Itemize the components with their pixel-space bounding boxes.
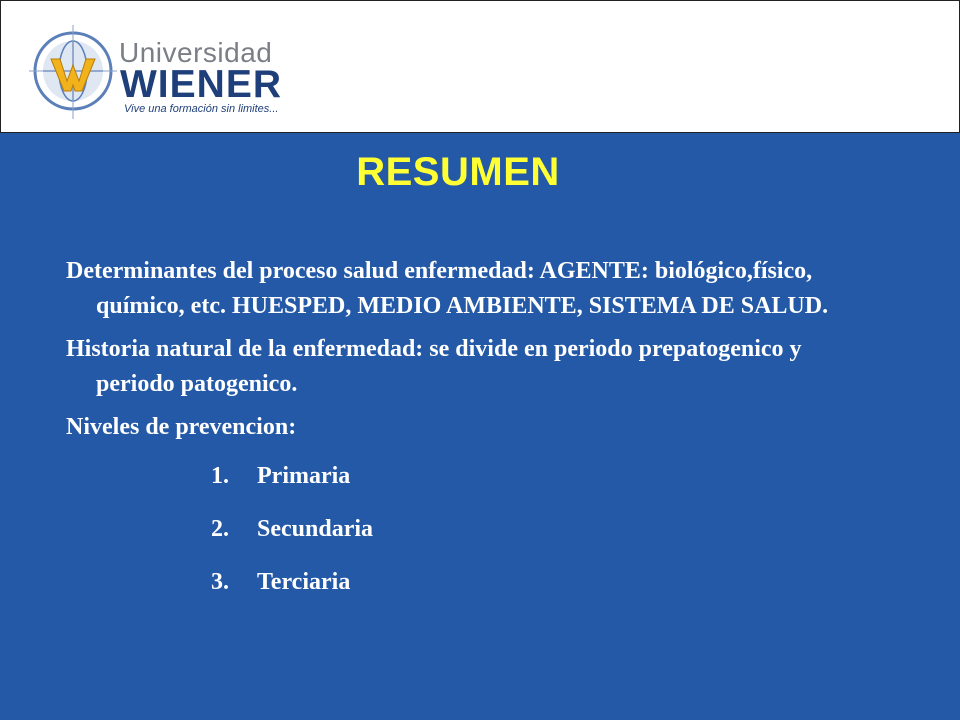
list-item-number: 3. [211, 569, 229, 595]
list-item-label: Terciaria [257, 569, 351, 595]
list-item [211, 565, 886, 618]
list-item-label: Primaria [257, 463, 351, 489]
prevention-levels-list [66, 459, 886, 618]
logo-tagline: Vive una formación sin limites... [124, 103, 279, 115]
university-logo [27, 15, 347, 125]
list-item-number: 2. [211, 516, 229, 542]
globe-logo-icon [27, 15, 123, 125]
slide-title: RESUMEN [356, 150, 560, 194]
paragraph-historia-natural: Historia natural de la enfermedad: se divide en periodo prepatogenico y periodo patogenico. [66, 336, 802, 397]
slide-body [66, 254, 886, 618]
list-item-label: Secundaria [257, 516, 374, 542]
list-item [211, 512, 886, 565]
header-banner [0, 0, 960, 133]
logo-line-wiener: WIENER [120, 63, 282, 106]
paragraph-niveles-prevencion: Niveles de prevencion: [66, 414, 297, 440]
list-item-number: 1. [211, 463, 229, 489]
list-item [211, 459, 886, 512]
logo-line-universidad: Universidad [119, 37, 273, 68]
paragraph-determinantes: Determinantes del proceso salud enfermedad: AGENTE: biológico,físico, químico, etc. HUESPED, MEDIO AMBIENTE, SISTEMA DE SALUD. [66, 258, 829, 319]
